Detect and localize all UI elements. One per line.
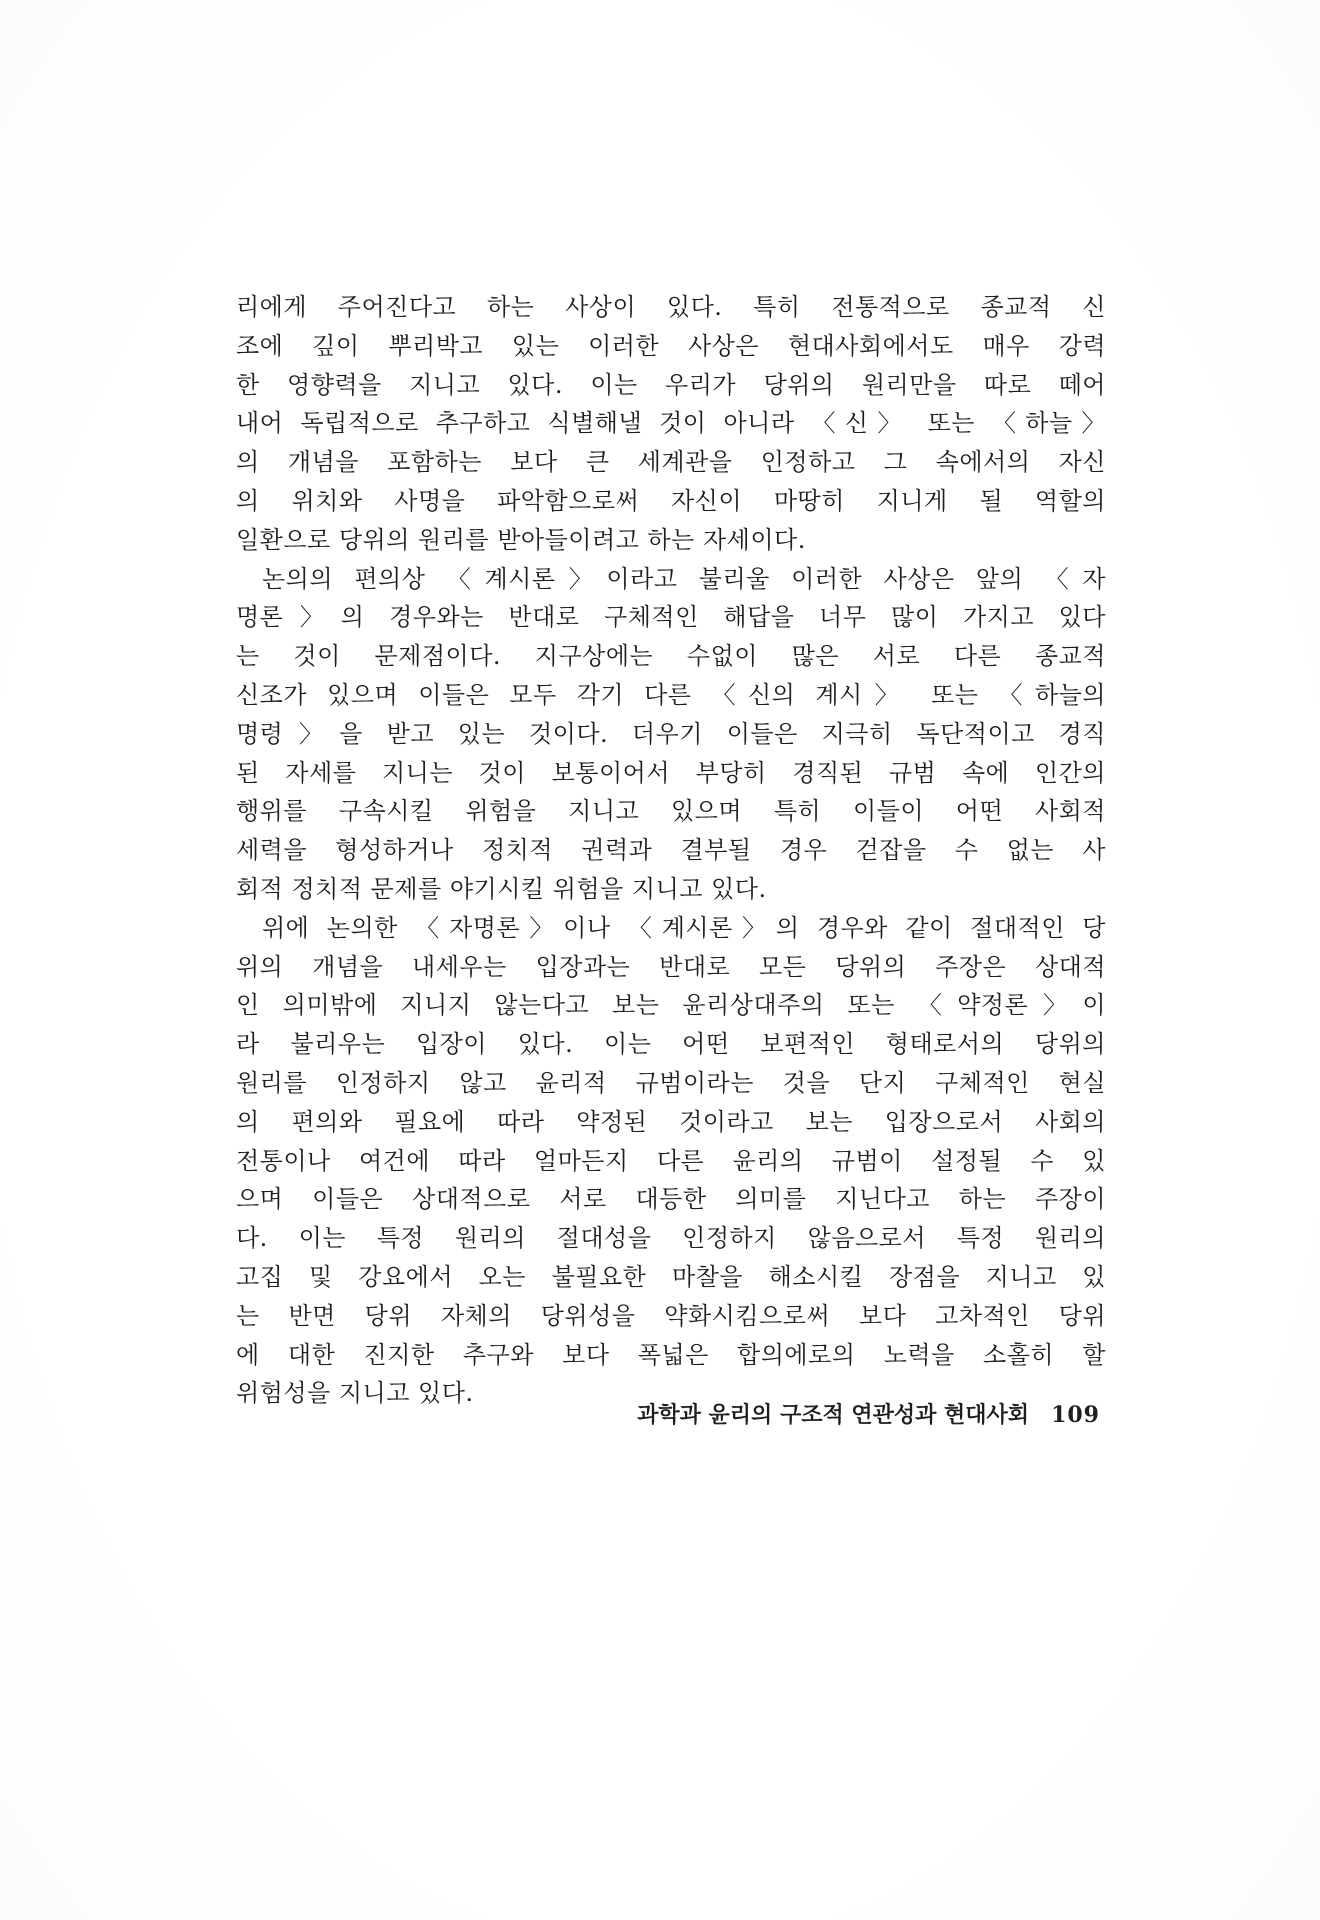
page-number: 109 [1051,1402,1100,1428]
text-line: 명령〉을 받고 있는 것이다. 더우기 이들은 지극히 독단적이고 경직 [236,719,1106,748]
paragraph-start-line: 논의의 편의상 〈계시론〉이라고 불리울 이러한 사상은 앞의 〈자 [262,564,1106,593]
running-title: 과학과 윤리의 구조적 연관성과 현대사회 [637,1402,1030,1428]
body-text [236,288,1106,1413]
text-line: 다. 이는 특정 원리의 절대성을 인정하지 않음으로서 특정 원리의 [236,1224,1106,1253]
text-line: 리에게 주어진다고 하는 사상이 있다. 특히 전통적으로 종교적 신 [236,293,1106,321]
text-line: 의 편의와 필요에 따라 약정된 것이라고 보는 입장으로서 사회의 [236,1107,1106,1136]
text-line: 는 것이 문제점이다. 지구상에는 수없이 많은 서로 다른 종교적 [236,642,1106,671]
text-line: 의 위치와 사명을 파악함으로써 자신이 마땅히 지니게 될 역할의 [236,486,1106,515]
text-line: 한 영향력을 지니고 있다. 이는 우리가 당위의 원리만을 따로 떼어 [236,370,1106,399]
text-line: 위험성을 지니고 있다. [236,1379,474,1408]
text-line: 일환으로 당위의 원리를 받아들이려고 하는 자세이다. [236,525,806,554]
text-line: 행위를 구속시킬 위험을 지니고 있으며 특히 이들이 어떤 사회적 [236,797,1106,826]
text-line: 원리를 인정하지 않고 윤리적 규범이라는 것을 단지 구체적인 현실 [236,1068,1106,1097]
text-line: 명론〉의 경우와는 반대로 구체적인 해답을 너무 많이 가지고 있다 [236,603,1106,632]
text-line: 고집 및 강요에서 오는 불필요한 마찰을 해소시킬 장점을 지니고 있 [236,1262,1106,1291]
text-line: 전통이나 여건에 따라 얼마든지 다른 윤리의 규범이 설정될 수 있 [236,1146,1106,1175]
text-line: 된 자세를 지니는 것이 보통이어서 부당히 경직된 규범 속에 인간의 [236,758,1106,787]
text-line: 으며 이들은 상대적으로 서로 대등한 의미를 지닌다고 하는 주장이 [236,1185,1106,1214]
text-line: 회적 정치적 문제를 야기시킬 위험을 지니고 있다. [236,874,767,903]
text-line: 인 의미밖에 지니지 않는다고 보는 윤리상대주의 또는 〈약정론〉이 [236,991,1106,1020]
text-line: 세력을 형성하거나 정치적 권력과 결부될 경우 걷잡을 수 없는 사 [236,836,1106,865]
paragraph-start-line: 위에 논의한 〈자명론〉이나 〈계시론〉의 경우와 같이 절대적인 당 [262,913,1106,942]
text-line: 조에 깊이 뿌리박고 있는 이러한 사상은 현대사회에서도 매우 강력 [236,331,1106,360]
text-line: 위의 개념을 내세우는 입장과는 반대로 모든 당위의 주장은 상대적 [236,952,1106,981]
text-line: 신조가 있으며 이들은 모두 각기 다른 〈신의 계시〉 또는 〈하늘의 [236,680,1106,709]
page-footer [540,1398,1100,1429]
text-line: 에 대한 진지한 추구와 보다 폭넓은 합의에로의 노력을 소홀히 할 [236,1340,1106,1369]
text-line: 내어 독립적으로 추구하고 식별해낼 것이 아니라 〈신〉 또는 〈하늘〉 [236,409,1106,438]
text-line: 는 반면 당위 자체의 당위성을 약화시킴으로써 보다 고차적인 당위 [236,1301,1106,1330]
text-line: 의 개념을 포함하는 보다 큰 세계관을 인정하고 그 속에서의 자신 [236,448,1106,477]
text-line: 라 불리우는 입장이 있다. 이는 어떤 보편적인 형태로서의 당위의 [236,1030,1106,1059]
